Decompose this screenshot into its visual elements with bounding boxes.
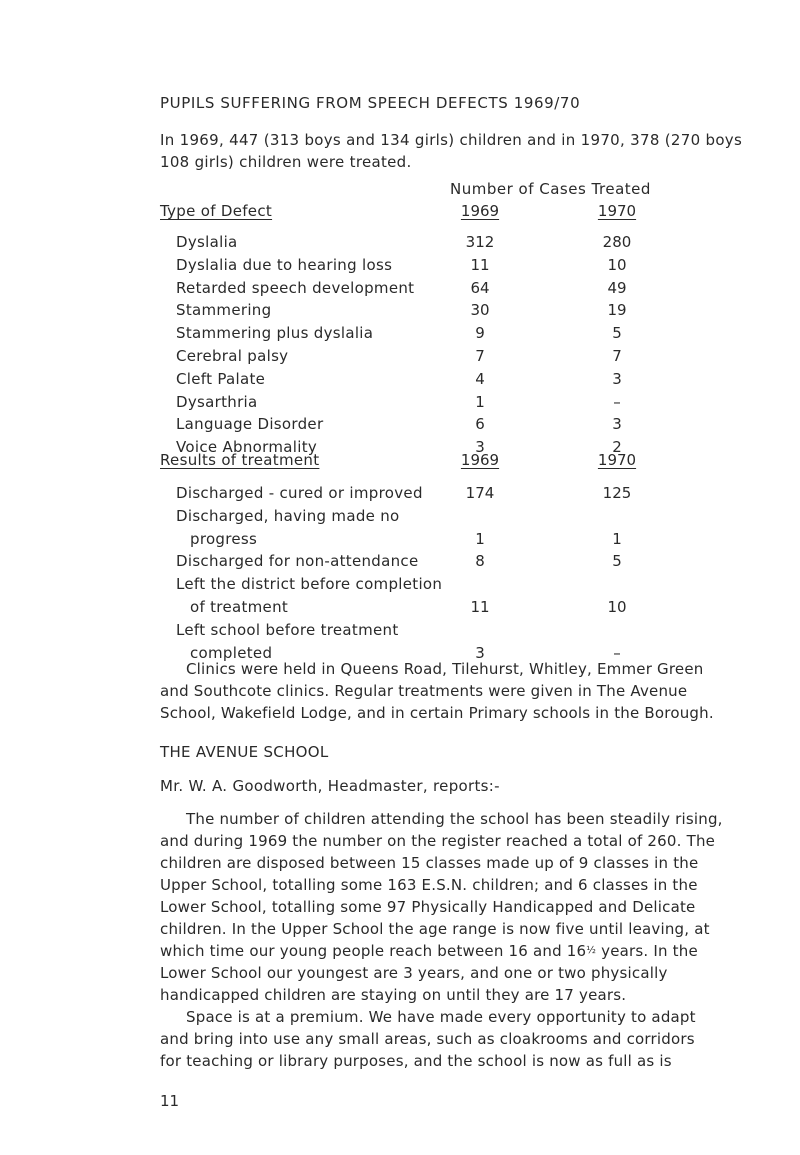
group-header: Number of Cases Treated xyxy=(450,180,651,198)
result-label: completed xyxy=(190,644,273,662)
defect-value-1970: 5 xyxy=(612,324,622,342)
result-value-1970: – xyxy=(613,644,621,662)
defect-value-1969: 7 xyxy=(475,347,485,365)
report-line-7-text: which time our young people reach between 16 and 16 xyxy=(160,942,587,960)
defect-label: Cleft Palate xyxy=(176,370,266,388)
defect-value-1969: 9 xyxy=(475,324,485,342)
result-value-1969: 174 xyxy=(465,484,495,502)
defect-value-1969: 312 xyxy=(465,233,495,251)
result-value-1970: 5 xyxy=(612,552,622,570)
result-value-1970: 10 xyxy=(607,598,627,616)
result-label: Left the district before completion xyxy=(176,575,443,593)
defect-label: Cerebral palsy xyxy=(176,347,289,365)
defect-value-1970: 10 xyxy=(607,256,627,274)
clinics-line-2: and Southcote clinics. Regular treatments were given in The Avenue xyxy=(160,682,688,700)
report-line-7 xyxy=(160,940,750,962)
result-value-1969: 3 xyxy=(475,644,485,662)
report-line-8: Lower School our youngest are 3 years, and one or two physically xyxy=(160,964,668,982)
section-heading: THE AVENUE SCHOOL xyxy=(160,743,329,761)
results-header: Results of treatment xyxy=(160,451,320,469)
report2-line-3: for teaching or library purposes, and the school is now as full as is xyxy=(160,1052,672,1070)
defect-value-1970: 280 xyxy=(602,233,632,251)
report-line-7-tail: years. In the xyxy=(596,942,698,960)
defect-value-1969: 4 xyxy=(475,370,485,388)
result-label: of treatment xyxy=(190,598,289,616)
defect-value-1970: 3 xyxy=(612,415,622,433)
report-line-9: handicapped children are staying on until they are 17 years. xyxy=(160,986,627,1004)
report-line-6: children. In the Upper School the age range is now five until leaving, at xyxy=(160,920,710,938)
defect-label: Retarded speech development xyxy=(176,279,415,297)
half-fraction: ½ xyxy=(586,945,597,956)
report-paragraph-2 xyxy=(160,1006,750,1072)
result-label: Discharged, having made no xyxy=(176,507,400,525)
report-line-5: Lower School, totalling some 97 Physically Handicapped and Delicate xyxy=(160,898,696,916)
defect-value-1969: 6 xyxy=(475,415,485,433)
result-value-1969: 8 xyxy=(475,552,485,570)
defect-label: Voice Abnormality xyxy=(176,438,318,456)
defect-value-1970: 49 xyxy=(607,279,627,297)
intro-line-2: 108 girls) children were treated. xyxy=(160,153,412,171)
type-of-defect-header: Type of Defect xyxy=(160,202,273,220)
result-value-1970: 1 xyxy=(612,530,622,548)
page-number: 11 xyxy=(160,1092,180,1110)
result-label: Discharged - cured or improved xyxy=(176,484,423,502)
defect-value-1969: 3 xyxy=(475,438,485,456)
defect-value-1969: 1 xyxy=(475,393,485,411)
defect-label: Stammering plus dyslalia xyxy=(176,324,374,342)
result-value-1969: 1 xyxy=(475,530,485,548)
clinics-paragraph xyxy=(160,658,750,724)
defect-label: Dysarthria xyxy=(176,393,258,411)
report-line-1: The number of children attending the school has been steadily rising, xyxy=(186,810,723,828)
result-label: Left school before treatment xyxy=(176,621,399,639)
results-year-header-1970: 1970 xyxy=(597,451,637,469)
year-header-1970: 1970 xyxy=(597,202,637,220)
defect-value-1969: 30 xyxy=(470,301,490,319)
page-heading: PUPILS SUFFERING FROM SPEECH DEFECTS 1969/70 xyxy=(160,94,581,112)
result-value-1969: 11 xyxy=(470,598,490,616)
report2-line-2: and bring into use any small areas, such as cloakrooms and corridors xyxy=(160,1030,695,1048)
defect-value-1970: – xyxy=(613,393,621,411)
defect-label: Stammering xyxy=(176,301,272,319)
report-paragraph-1 xyxy=(160,808,750,1006)
defect-value-1970: 2 xyxy=(612,438,622,456)
report-line-2: and during 1969 the number on the register reached a total of 260. The xyxy=(160,832,716,850)
clinics-line-3: School, Wakefield Lodge, and in certain Primary schools in the Borough. xyxy=(160,704,714,722)
year-header-1969: 1969 xyxy=(460,202,500,220)
report-intro: Mr. W. A. Goodworth, Headmaster, reports:- xyxy=(160,777,500,795)
report-line-3: children are disposed between 15 classes made up of 9 classes in the xyxy=(160,854,699,872)
report-line-4: Upper School, totalling some 163 E.S.N. children; and 6 classes in the xyxy=(160,876,698,894)
defect-value-1969: 64 xyxy=(470,279,490,297)
defect-label: Language Disorder xyxy=(176,415,324,433)
result-label: Discharged for non-attendance xyxy=(176,552,419,570)
defect-value-1970: 19 xyxy=(607,301,627,319)
defect-value-1970: 7 xyxy=(612,347,622,365)
intro-line-1: In 1969, 447 (313 boys and 134 girls) children and in 1970, 378 (270 boys xyxy=(160,131,743,149)
defect-value-1969: 11 xyxy=(470,256,490,274)
clinics-line-1: Clinics were held in Queens Road, Tilehurst, Whitley, Emmer Green xyxy=(186,660,704,678)
defect-label: Dyslalia due to hearing loss xyxy=(176,256,393,274)
results-year-header-1969: 1969 xyxy=(460,451,500,469)
result-label: progress xyxy=(190,530,258,548)
report2-line-1: Space is at a premium. We have made every opportunity to adapt xyxy=(186,1008,696,1026)
defect-value-1970: 3 xyxy=(612,370,622,388)
defect-label: Dyslalia xyxy=(176,233,238,251)
result-value-1970: 125 xyxy=(602,484,632,502)
